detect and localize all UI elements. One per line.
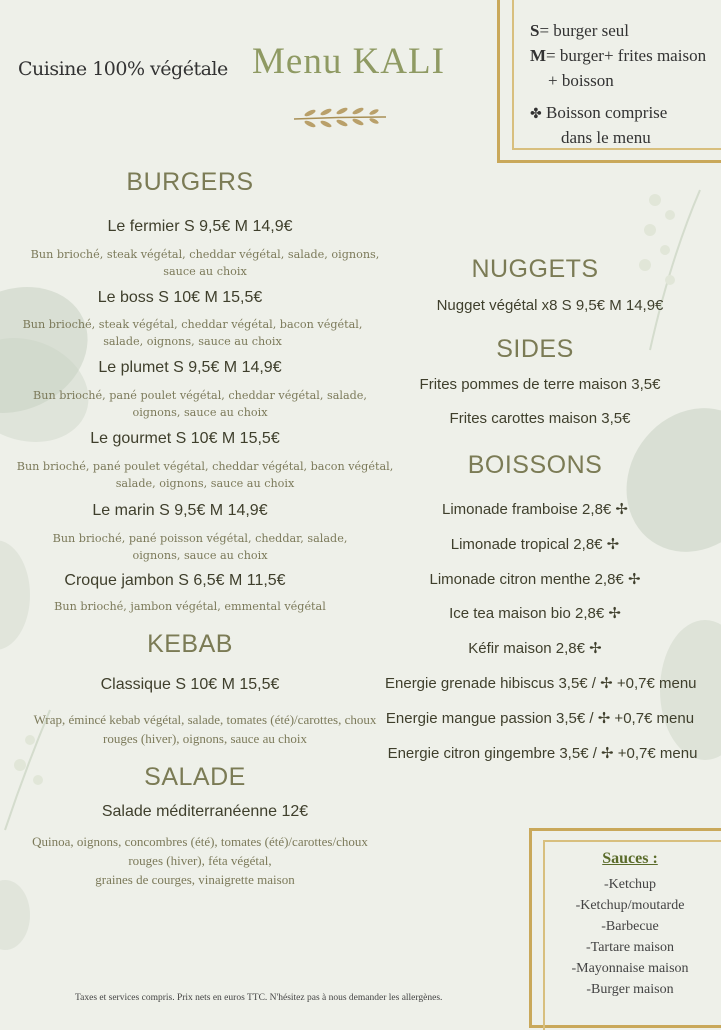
legend-s: S= burger seul	[530, 21, 630, 40]
menu-item-name: Le fermier S 9,5€ M 14,9€	[107, 218, 293, 235]
drink-item: Limonade citron menthe 2,8€ ✢	[429, 571, 641, 588]
menu-item-name: Classique S 10€ M 15,5€	[100, 676, 280, 693]
section-title-kebab: KEBAB	[147, 630, 233, 658]
menu-item-desc: Bun brioché, steak végétal, cheddar végétal, bacon végétal, salade, oignons, sauce au choix	[22, 318, 363, 348]
tagline: Cuisine 100% végétale	[18, 58, 228, 80]
legend-drink-cont: dans le menu	[561, 128, 651, 147]
menu-item-name: Croque jambon S 6,5€ M 11,5€	[64, 572, 286, 589]
sauces-title: Sauces :	[602, 850, 658, 867]
footer-note: Taxes et services compris. Prix nets en euros TTC. N'hésitez pas à nous demander les allergènes.	[75, 993, 443, 1003]
menu-item-desc: Bun brioché, pané poisson végétal, cheddar, salade, oignons, sauce au choix	[52, 532, 348, 562]
sauce-item: -Burger maison	[586, 982, 674, 997]
sauce-item: -Ketchup	[603, 877, 657, 892]
menu-item-desc: Bun brioché, steak végétal, cheddar végétal, salade, oignons, sauce au choix	[30, 248, 380, 278]
flower-icon: ✤	[530, 107, 542, 122]
drink-item: Kéfir maison 2,8€ ✢	[468, 640, 602, 657]
menu-item-desc: Bun brioché, jambon végétal, emmental végétal	[54, 600, 326, 613]
decorative-leaf	[0, 880, 30, 950]
section-title-sides: SIDES	[496, 335, 574, 363]
menu-item-name: Le boss S 10€ M 15,5€	[97, 289, 263, 306]
legend-m: M= burger+ frites maison	[530, 46, 707, 65]
menu-item-desc: Wrap, émincé kebab végétal, salade, tomates (été)/carottes, choux rouges (hiver), oignons, sauce au choix	[33, 712, 377, 746]
menu-item-name: Salade méditerranéenne 12€	[101, 803, 309, 820]
section-title-nuggets: NUGGETS	[471, 255, 599, 283]
olive-sprig-icon	[292, 105, 388, 131]
page-title: Menu KALI	[252, 41, 445, 82]
sauce-item: -Barbecue	[601, 919, 659, 934]
sauce-item: -Tartare maison	[585, 940, 675, 955]
sauces-frame-inner	[543, 840, 721, 1030]
section-title-boissons: BOISSONS	[467, 451, 603, 479]
menu-item-name: Frites pommes de terre maison 3,5€	[419, 376, 661, 393]
drink-item: Limonade tropical 2,8€ ✢	[450, 536, 620, 553]
menu-item-name: Le marin S 9,5€ M 14,9€	[92, 502, 268, 519]
drink-item: Energie mangue passion 3,5€ / ✢ +0,7€ menu	[385, 710, 695, 727]
menu-item-desc: Bun brioché, pané poulet végétal, cheddar végétal, bacon végétal, salade, oignons, sauce au choix	[16, 460, 394, 490]
menu-item-name: Le plumet S 9,5€ M 14,9€	[98, 359, 282, 376]
menu-item-desc: rouges (hiver), féta végétal,	[128, 853, 272, 868]
sauce-item: -Ketchup/moutarde	[575, 898, 685, 913]
legend-m-cont: + boisson	[548, 71, 614, 90]
menu-item-name: Frites carottes maison 3,5€	[449, 410, 631, 427]
drink-item: Energie grenade hibiscus 3,5€ / ✢ +0,7€ menu	[385, 675, 697, 692]
menu-item-desc: graines de courges, vinaigrette maison	[95, 872, 295, 887]
menu-item-desc: Bun brioché, pané poulet végétal, cheddar végétal, salade, oignons, sauce au choix	[33, 389, 367, 419]
menu-item-name: Le gourmet S 10€ M 15,5€	[90, 430, 280, 447]
sauce-item: -Mayonnaise maison	[571, 961, 689, 976]
drink-item: Energie citron gingembre 3,5€ / ✢ +0,7€ menu	[387, 745, 698, 762]
section-title-salade: SALADE	[144, 763, 246, 791]
legend-drink: ✤ Boisson comprise	[530, 103, 668, 122]
drink-item: Ice tea maison bio 2,8€ ✢	[449, 605, 621, 622]
menu-item-desc: Quinoa, oignons, concombres (été), tomates (été)/carottes/choux	[32, 834, 368, 849]
decorative-leaf	[0, 540, 30, 650]
menu-item-name: Nugget végétal x8 S 9,5€ M 14,9€	[436, 297, 664, 314]
section-title-burgers: BURGERS	[126, 168, 254, 196]
drink-item: Limonade framboise 2,8€ ✢	[441, 501, 628, 518]
